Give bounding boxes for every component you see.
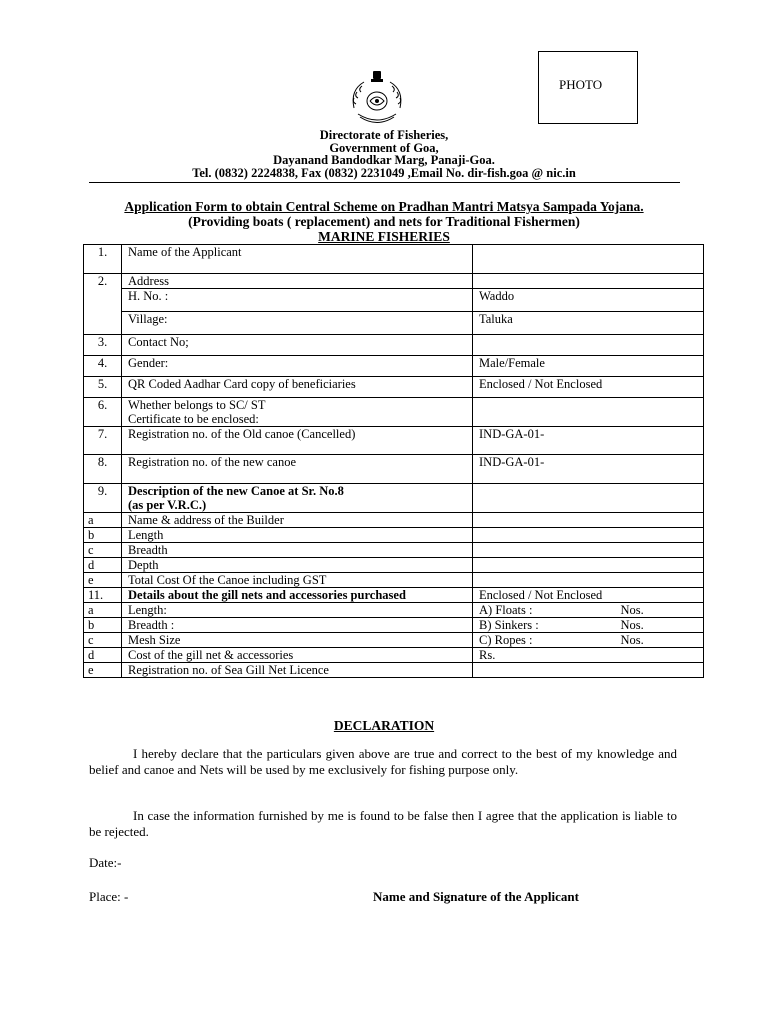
floats-label: A) Floats : xyxy=(479,603,533,617)
date-label: Date:- xyxy=(89,855,122,870)
table-row xyxy=(84,427,704,455)
row-number: 6. xyxy=(84,398,122,427)
field-label-gill-nets xyxy=(122,588,473,603)
field-label-address: Address xyxy=(122,274,473,289)
table-row xyxy=(84,588,704,603)
row-number: 4. xyxy=(84,356,122,377)
gill-nets-heading: Details about the gill nets and accessories purchased xyxy=(128,588,406,602)
row-number: 9. xyxy=(84,484,122,513)
field-label-canoe-length: Length xyxy=(122,528,473,543)
row-letter: a xyxy=(84,513,122,528)
field-label-new-canoe: Registration no. of the new canoe xyxy=(122,455,473,484)
table-row xyxy=(84,335,704,356)
signature-label: Name and Signature of the Applicant xyxy=(373,889,579,904)
field-label-aadhar: QR Coded Aadhar Card copy of beneficiaries xyxy=(122,377,473,398)
section-title: MARINE FISHERIES xyxy=(318,229,450,244)
row-number: 3. xyxy=(84,335,122,356)
table-row xyxy=(84,648,704,663)
table-row xyxy=(84,377,704,398)
row-number: 5. xyxy=(84,377,122,398)
row-letter: c xyxy=(84,543,122,558)
field-label-old-canoe: Registration no. of the Old canoe (Cancelled) xyxy=(122,427,473,455)
gender-field[interactable]: Male/Female xyxy=(473,356,704,377)
builder-field[interactable] xyxy=(473,513,704,528)
table-row xyxy=(84,356,704,377)
aadhar-field[interactable]: Enclosed / Not Enclosed xyxy=(473,377,704,398)
header-divider xyxy=(89,182,680,183)
table-row xyxy=(84,455,704,484)
canoe-breadth-field[interactable] xyxy=(473,543,704,558)
canoe-cost-field[interactable] xyxy=(473,573,704,588)
field-label-canoe-depth: Depth xyxy=(122,558,473,573)
contact-field[interactable] xyxy=(473,335,704,356)
row-letter: b xyxy=(84,618,122,633)
canoe-length-field[interactable] xyxy=(473,528,704,543)
sinkers-unit: Nos. xyxy=(620,618,644,632)
field-label-net-cost: Cost of the gill net & accessories xyxy=(122,648,473,663)
table-row xyxy=(84,633,704,648)
taluka-field[interactable]: Taluka xyxy=(473,312,704,335)
table-row xyxy=(84,618,704,633)
canoe-depth-field[interactable] xyxy=(473,558,704,573)
waddo-field[interactable]: Waddo xyxy=(473,289,704,312)
photo-label: PHOTO xyxy=(559,77,603,92)
net-cost-field[interactable]: Rs. xyxy=(473,648,704,663)
sinkers-field[interactable] xyxy=(473,618,704,633)
table-row xyxy=(84,558,704,573)
sinkers-label: B) Sinkers : xyxy=(479,618,539,632)
table-row xyxy=(84,312,704,335)
table-row xyxy=(84,573,704,588)
header-line-2: Government of Goa, xyxy=(329,141,439,155)
header-line-3: Dayanand Bandodkar Marg, Panaji-Goa. xyxy=(273,153,495,167)
declaration-paragraph-2: In case the information furnished by me is found to be false then I agree that the application is liable to be rejected. xyxy=(89,808,677,839)
applicant-name-field[interactable] xyxy=(473,245,704,274)
canoe-description-line-2: (as per V.R.C.) xyxy=(128,498,207,512)
row-letter: e xyxy=(84,573,122,588)
form-subtitle: (Providing boats ( replacement) and nets for Traditional Fishermen) xyxy=(188,214,580,229)
table-row xyxy=(84,663,704,678)
declaration-paragraph-1: I hereby declare that the particulars given above are true and correct to the best of my knowledge and belief and canoe and Nets will be used by me exclusively for fishing purpose only. xyxy=(89,746,677,777)
row-number: 2. xyxy=(84,274,122,335)
field-label-canoe-description xyxy=(122,484,473,513)
table-row xyxy=(84,603,704,618)
field-label-licence: Registration no. of Sea Gill Net Licence xyxy=(122,663,473,678)
row-letter: c xyxy=(84,633,122,648)
photo-box xyxy=(538,51,638,124)
ropes-label: C) Ropes : xyxy=(479,633,533,647)
field-label-net-length: Length: xyxy=(122,603,473,618)
floats-unit: Nos. xyxy=(620,603,644,617)
table-row xyxy=(84,513,704,528)
row-number: 1. xyxy=(84,245,122,274)
row-letter: e xyxy=(84,663,122,678)
licence-field[interactable] xyxy=(473,663,704,678)
ropes-field[interactable] xyxy=(473,633,704,648)
table-row xyxy=(84,398,704,427)
table-row xyxy=(84,484,704,513)
field-label-sc-st xyxy=(122,398,473,427)
sc-st-line-2: Certificate to be enclosed: xyxy=(128,412,259,426)
table-row xyxy=(84,543,704,558)
address-empty-cell xyxy=(473,274,704,289)
canoe-description-field[interactable] xyxy=(473,484,704,513)
application-form-table xyxy=(83,244,704,678)
old-canoe-field[interactable]: IND-GA-01- xyxy=(473,427,704,455)
goa-emblem-icon xyxy=(346,68,408,130)
field-label-net-breadth: Breadth : xyxy=(122,618,473,633)
field-label-contact: Contact No; xyxy=(122,335,473,356)
canoe-description-line-1: Description of the new Canoe at Sr. No.8 xyxy=(128,484,344,498)
row-letter: b xyxy=(84,528,122,543)
field-label-canoe-breadth: Breadth xyxy=(122,543,473,558)
field-label-house-no: H. No. : xyxy=(122,289,473,312)
form-title: Application Form to obtain Central Scheme on Pradhan Mantri Matsya Sampada Yojana. xyxy=(124,199,644,214)
field-label-applicant-name: Name of the Applicant xyxy=(122,245,473,274)
sc-st-line-1: Whether belongs to SC/ ST xyxy=(128,398,266,412)
field-label-village: Village: xyxy=(122,312,473,335)
table-row xyxy=(84,245,704,274)
field-label-builder: Name & address of the Builder xyxy=(122,513,473,528)
ropes-unit: Nos. xyxy=(620,633,644,647)
row-letter: d xyxy=(84,648,122,663)
new-canoe-field[interactable]: IND-GA-01- xyxy=(473,455,704,484)
header-contact-line: Tel. (0832) 2224838, Fax (0832) 2231049 ,Email No. dir-fish.goa @ nic.in xyxy=(192,166,576,180)
row-letter: d xyxy=(84,558,122,573)
field-label-canoe-cost: Total Cost Of the Canoe including GST xyxy=(122,573,473,588)
field-label-gender: Gender: xyxy=(122,356,473,377)
row-number: 8. xyxy=(84,455,122,484)
gill-nets-field[interactable]: Enclosed / Not Enclosed xyxy=(473,588,704,603)
table-row xyxy=(84,528,704,543)
place-label: Place: - xyxy=(89,889,129,904)
table-row xyxy=(84,274,704,289)
header-line-1: Directorate of Fisheries, xyxy=(319,128,449,142)
sc-st-field[interactable] xyxy=(473,398,704,427)
row-number: 11. xyxy=(84,588,122,603)
row-letter: a xyxy=(84,603,122,618)
row-number: 7. xyxy=(84,427,122,455)
field-label-mesh-size: Mesh Size xyxy=(122,633,473,648)
table-row xyxy=(84,289,704,312)
floats-field[interactable] xyxy=(473,603,704,618)
declaration-title: DECLARATION xyxy=(333,718,435,733)
